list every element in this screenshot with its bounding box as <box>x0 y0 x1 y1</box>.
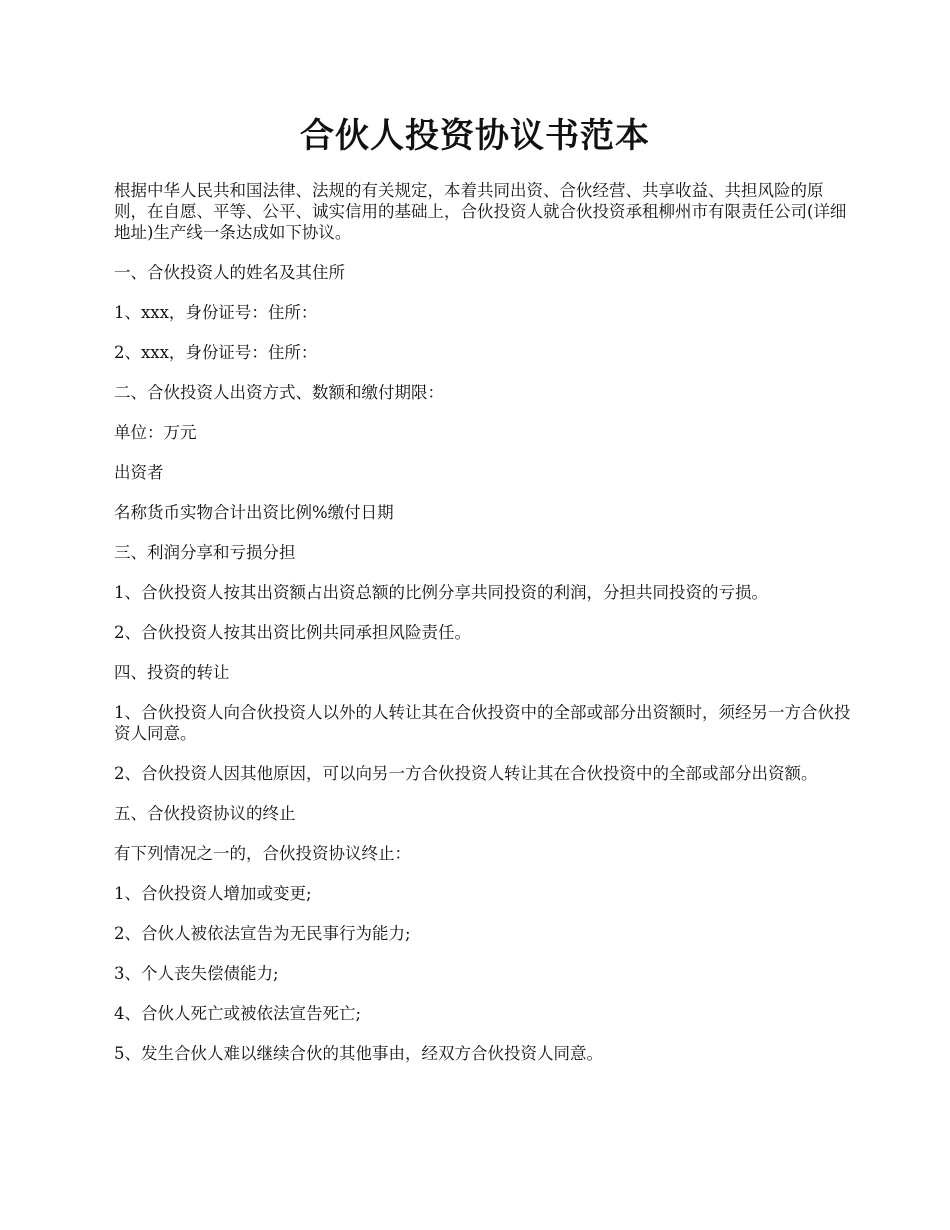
text-line: 出资者 <box>114 463 164 482</box>
list-item: 1、合伙投资人增加或变更; <box>114 884 312 903</box>
section-heading: 二、合伙投资人出资方式、数额和缴付期限： <box>114 383 444 402</box>
list-item: 1、xxx，身份证号：住所： <box>114 303 318 322</box>
section-heading: 四、投资的转让 <box>114 663 230 682</box>
list-item: 3、个人丧失偿债能力; <box>114 964 279 983</box>
text-line: 单位：万元 <box>114 423 197 442</box>
list-item: 4、合伙人死亡或被依法宣告死亡; <box>114 1004 362 1023</box>
list-item: 1、合伙投资人向合伙投资人以外的人转让其在合伙投资中的全部或部分出资额时，须经另一方合伙投资人同意。 <box>114 703 851 743</box>
section-heading: 一、合伙投资人的姓名及其住所 <box>114 263 345 282</box>
section-heading: 五、合伙投资协议的终止 <box>114 804 296 823</box>
intro-paragraph: 根据中华人民共和国法律、法规的有关规定，本着共同出资、合伙经营、共享收益、共担风险的原则，在自愿、平等、公平、诚实信用的基础上，合伙投资人就合伙投资承租柳州市有限责任公司(详细地址)生产线一条达成如下协议。 <box>114 181 847 242</box>
list-item: 2、xxx，身份证号：住所： <box>114 343 318 362</box>
text-line: 有下列情况之一的，合伙投资协议终止： <box>114 844 411 863</box>
text-line: 名称货币实物合计出资比例%缴付日期 <box>114 503 394 522</box>
section-heading: 三、利润分享和亏损分担 <box>114 543 296 562</box>
list-item: 2、合伙投资人按其出资比例共同承担风险责任。 <box>114 623 471 642</box>
document-body <box>114 180 854 1083</box>
list-item: 1、合伙投资人按其出资额占出资总额的比例分享共同投资的利润，分担共同投资的亏损。 <box>114 583 768 602</box>
list-item: 2、合伙投资人因其他原因，可以向另一方合伙投资人转让其在合伙投资中的全部或部分出资额。 <box>114 764 818 783</box>
document-title: 合伙人投资协议书范本 <box>300 116 650 156</box>
list-item: 5、发生合伙人难以继续合伙的其他事由，经双方合伙投资人同意。 <box>114 1044 603 1063</box>
list-item: 2、合伙人被依法宣告为无民事行为能力; <box>114 924 411 943</box>
